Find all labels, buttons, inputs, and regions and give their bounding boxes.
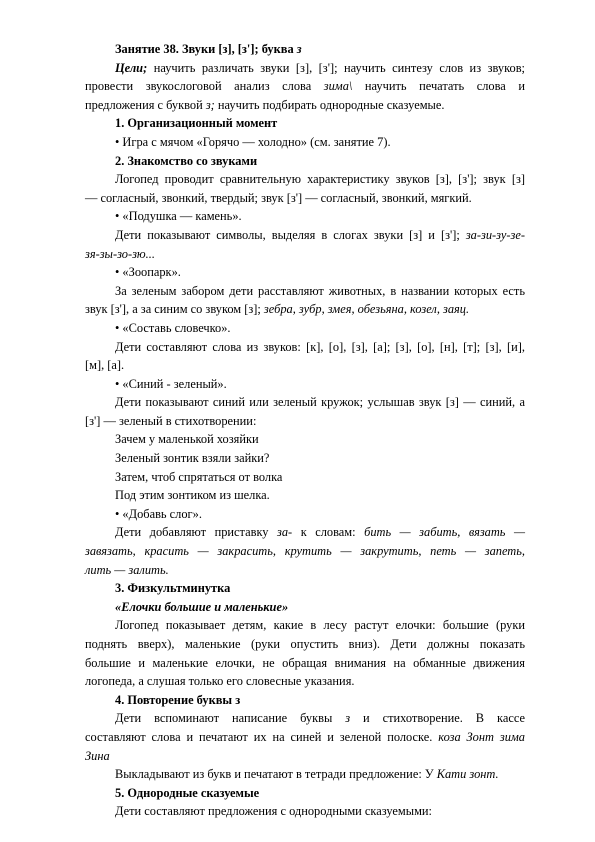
text-line: провести звукослоговой анализ слова зима\ научить печатать слова и	[85, 79, 525, 94]
text-line: Дети показывают символы, выделяя в слогах звуки [з] и [з']; за-зи-зу-зе-	[115, 227, 525, 242]
text-line: [м], [а].	[85, 358, 125, 373]
bullet-item: • «Подушка — камень».	[115, 209, 242, 224]
text-line: лить — залить.	[85, 562, 169, 577]
bullet-item: • «Составь словечко».	[115, 320, 231, 335]
text-line: Дети составляют слова из звуков: [к], [о], [з], [а]; [з], [о], [н], [т]; [з], [и],	[115, 339, 525, 354]
bullet-item: • «Синий - зеленый».	[115, 376, 227, 391]
text-line: [з'] — зеленый в стихотворении:	[85, 413, 257, 428]
document-page	[85, 40, 525, 821]
text-line: — согласный, звонкий, твердый; звук [з'] — согласный, звонкий, мягкий.	[85, 190, 472, 205]
text-line: логопеда, а слушая только его словесные указания.	[85, 674, 355, 689]
text-line: поднять вверх), маленькие (руки опустить вниз). Дети должны показать	[85, 637, 525, 651]
section-heading: 1. Организационный момент	[115, 116, 278, 131]
text-line: Логопед показывает детям, какие в лесу растут елочки: большие (руки	[115, 618, 525, 633]
poem-line: Под этим зонтиком из шелка.	[115, 488, 270, 503]
text-line: большие и маленькие елочки, не обращая внимания на обманные движения	[85, 655, 525, 670]
section-heading: 4. Повторение буквы з	[115, 692, 241, 707]
text-line: Дети показывают синий или зеленый кружок; услышав звук [з] — синий, а	[115, 395, 525, 410]
text-line: Дети вспоминают написание буквы з и стихотворение. В кассе	[115, 711, 525, 726]
text-line: Цели; научить различать звуки [з], [з']; научить синтезу слов из звуков;	[115, 60, 525, 75]
poem-line: Зачем у маленькой хозяйки	[115, 432, 259, 447]
bullet-item: • «Добавь слог».	[115, 506, 202, 521]
text-line: За зеленым забором дети расставляют животных, в названии которых есть	[115, 283, 525, 298]
text-line: составляют слова и печатают их на синей и зеленой полоске. коза Зонт зима	[85, 729, 525, 744]
section-heading: 3. Физкультминутка	[115, 581, 231, 596]
text-line: Выкладывают из букв и печатают в тетради предложение: У Кати зонт.	[115, 767, 499, 782]
poem-line: Затем, чтоб спрятаться от волка	[115, 469, 283, 484]
text-line: Логопед проводит сравнительную характеристику звуков [з], [з']; звук [з]	[115, 172, 525, 187]
lesson-title: Занятие 38. Звуки [з], [з']; буква з	[115, 42, 302, 56]
text-line: Дети составляют предложения с однородными сказуемыми:	[115, 804, 432, 819]
section-subtitle: «Елочки большие и маленькие»	[115, 599, 289, 614]
text-line: зя-зы-зо-зю...	[85, 246, 155, 261]
text-line: звук [з'], а за синим со звуком [з]; зебра, зубр, змея, обезьяна, козел, заяц.	[85, 302, 470, 317]
text-line: Дети добавляют приставку за- к словам: бить — забить, вязать —	[115, 525, 525, 540]
bullet-item: • Игра с мячом «Горячо — холодно» (см. занятие 7).	[115, 134, 391, 149]
section-heading: 2. Знакомство со звуками	[115, 153, 258, 168]
poem-line: Зеленый зонтик взяли зайки?	[115, 451, 270, 466]
text-line: завязать, красить — закрасить, крутить — закрутить, петь — запеть,	[85, 544, 525, 559]
goals-paragraph	[85, 59, 525, 115]
text-line: Зина	[85, 748, 110, 763]
bullet-item: • «Зоопарк».	[115, 265, 181, 280]
section-heading: 5. Однородные сказуемые	[115, 785, 260, 800]
text-line: предложения с буквой з; научить подбирать однородные сказуемые.	[85, 97, 445, 112]
